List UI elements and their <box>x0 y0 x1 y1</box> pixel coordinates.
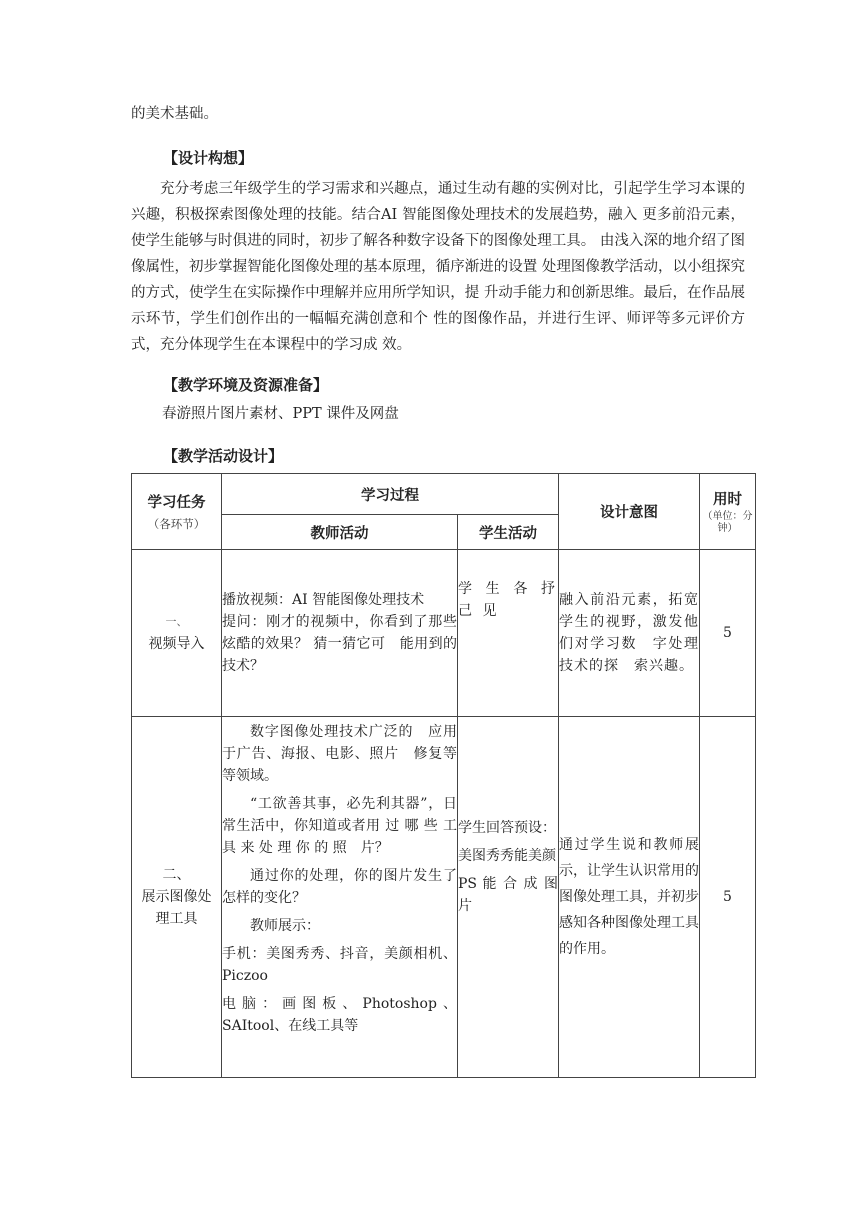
header-time-label: 用时 <box>713 492 742 508</box>
row1-teacher-line1: 播放视频：AI 智能图像处理技术 <box>222 592 425 608</box>
row1-task <box>132 550 222 717</box>
row2-student-line1: 学生回答预设： <box>458 820 556 836</box>
header-student: 学生活动 <box>458 515 559 550</box>
row1-intent: 融入前沿元素，拓宽学生的视野，激发他们对学习数 字处理技术的探 索兴趣。 <box>559 550 700 717</box>
header-task-sub: （各环节） <box>147 517 206 531</box>
row2-teacher-line2: “工欲善其事，必先利其器”，日常生活中，你知道或者用 过 哪 些 工 具 来 处 理 你 的 照 片？ <box>222 796 457 856</box>
header-intent: 设计意图 <box>559 474 700 550</box>
design-paragraph: 充分考虑三年级学生的学习需求和兴趣点，通过生动有趣的实例对比，引起学生学习本课的兴趣，积极探索图像处理的技能。结合AI 智能图像处理技术的发展趋势，融入 更多前沿元素，使学生能够与时俱进的同时，初步了解各种数字设备下的图像处理工具。 由浅入深的地介绍了图像属性，初步掌握智能化图像处理的基本原理，循序渐进的设置 处理图像教学活动，以小组探究的方式，使学生在实际操作中理解并应用所学知识，提 升动手能力和创新思维。最后，在作品展示环节，学生们创作出的一幅幅充满创意和个 性的图像作品，并进行生评、师评等多元评价方式，充分体现学生在本课程中的学习成 效。 <box>131 181 745 353</box>
environment-text: 春游照片图片素材、PPT 课件及网盘 <box>162 406 399 422</box>
header-time <box>700 474 756 550</box>
header-time-sub: （单位：分钟） <box>702 511 753 534</box>
row1-teacher <box>222 550 458 717</box>
row2-intent: 通过学生说和教师展示，让学生认识常用的图像处理工具，并初步感知各种图像处理工具的作用。 <box>559 717 700 1078</box>
row2-teacher-line1: 数字图像处理技术广泛的 应用于广告、海报、电影、照片 修复等等领域。 <box>222 724 457 784</box>
row1-task-name: 视频导入 <box>148 636 205 652</box>
row2-teacher-line5: 手机：美图秀秀、抖音，美颜相机、Piczoo <box>222 946 457 984</box>
intro-tail: 的美术基础。 <box>131 106 218 122</box>
table-row <box>132 717 756 1078</box>
row1-student-line1: 学 生 各 抒 己 见 <box>458 581 558 619</box>
header-teacher: 教师活动 <box>222 515 458 550</box>
row1-teacher-line2: 提问：刚才的视频中，你看到了那些炫酷的效果？ 猜一猜它可 能用到的技术？ <box>222 614 457 674</box>
table-row <box>132 550 756 717</box>
row1-time: 5 <box>700 550 756 717</box>
row2-teacher <box>222 717 458 1078</box>
activity-table <box>131 473 756 1078</box>
header-task <box>132 474 222 550</box>
row2-teacher-line4: 教师展示： <box>250 918 320 934</box>
activity-heading: 【教学活动设计】 <box>163 447 284 465</box>
design-heading: 【设计构想】 <box>163 149 254 167</box>
row2-teacher-line6: 电脑：画图板、Photoshop、SAItool、在线工具等 <box>222 996 457 1034</box>
row2-teacher-line3: 通过你的处理，你的图片发生了怎样的变化？ <box>222 868 457 906</box>
header-task-label: 学习任务 <box>147 495 206 511</box>
row2-task-name: 展示图像处理工具 <box>141 889 212 927</box>
row2-student-line3: PS 能 合 成 图 片 <box>458 876 558 914</box>
row2-task-num: 二、 <box>162 867 191 883</box>
row2-student <box>458 717 559 1078</box>
row2-task <box>132 717 222 1078</box>
row2-student-line2: 美图秀秀能美颜 <box>458 848 556 864</box>
environment-heading: 【教学环境及资源准备】 <box>163 376 329 394</box>
row1-task-num: 一、 <box>165 615 188 628</box>
row2-time: 5 <box>700 717 756 1078</box>
row1-student <box>458 550 559 717</box>
header-process: 学习过程 <box>222 474 559 515</box>
